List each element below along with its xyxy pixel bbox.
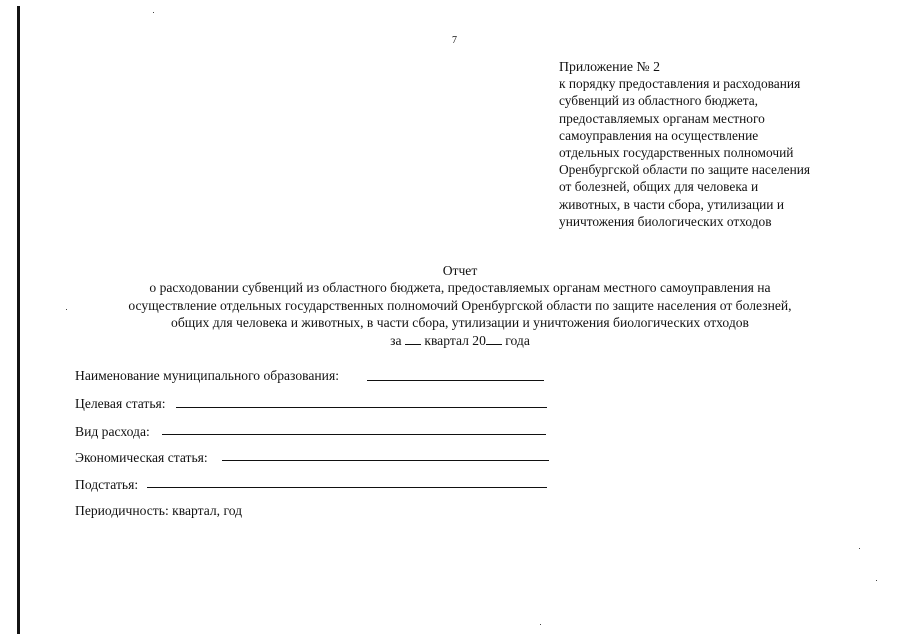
periodicity-label: Периодичность: xyxy=(75,503,169,518)
report-period xyxy=(40,332,880,349)
target-article-label: Целевая статья: xyxy=(75,396,166,411)
report-heading xyxy=(40,262,880,349)
report-period-prefix: за xyxy=(390,332,402,348)
scan-speck xyxy=(859,548,860,549)
appendix-line: Оренбургской области по защите населения xyxy=(559,162,811,178)
report-subtitle-line: общих для человека и животных, в части сбора, утилизации и уничтожения биологических отходов xyxy=(171,315,749,331)
subarticle-blank xyxy=(147,487,547,488)
scan-speck xyxy=(876,580,877,581)
report-period-middle: квартал 20 xyxy=(424,332,486,348)
periodicity-value: квартал, год xyxy=(172,503,243,518)
report-subtitle-line: осуществление отдельных государственных полномочий Оренбургской области по защите населения от болезней, xyxy=(128,297,792,313)
report-subtitle-line: о расходовании субвенций из областного бюджета, предоставляемых органам местного самоуправления на xyxy=(149,280,771,296)
appendix-line: животных, в части сбора, утилизации и xyxy=(559,196,784,212)
appendix-line: отдельных государственных полномочий xyxy=(559,145,794,161)
expense-type-blank xyxy=(162,434,546,435)
report-period-suffix: года xyxy=(505,332,530,348)
report-title: Отчет xyxy=(442,263,478,278)
expense-type-label: Вид расхода: xyxy=(75,424,150,439)
scan-speck xyxy=(66,309,67,310)
economic-article-label: Экономическая статья: xyxy=(75,450,208,465)
appendix-title: Приложение № 2 xyxy=(559,59,661,74)
economic-article-blank xyxy=(222,460,549,461)
subarticle-label: Подстатья: xyxy=(75,477,139,492)
page-number: 7 xyxy=(452,35,457,46)
appendix-line: предоставляемых органам местного xyxy=(559,110,765,126)
year-blank xyxy=(486,332,502,345)
target-article-blank xyxy=(176,407,547,408)
page-binding-edge xyxy=(17,6,20,634)
periodicity-row xyxy=(75,502,242,519)
scan-speck xyxy=(153,12,154,13)
scan-speck xyxy=(540,624,541,625)
municipality-label: Наименование муниципального образования: xyxy=(75,368,339,383)
municipality-blank xyxy=(367,380,544,381)
appendix-line: от болезней, общих для человека и xyxy=(559,179,759,195)
quarter-number-blank xyxy=(405,332,421,345)
appendix-line: субвенций из областного бюджета, xyxy=(559,93,759,109)
appendix-line: самоуправления на осуществление xyxy=(559,127,759,143)
appendix-line: уничтожения биологических отходов xyxy=(559,213,772,229)
appendix-line: к порядку предоставления и расходования xyxy=(559,76,801,92)
appendix-block xyxy=(559,58,879,230)
